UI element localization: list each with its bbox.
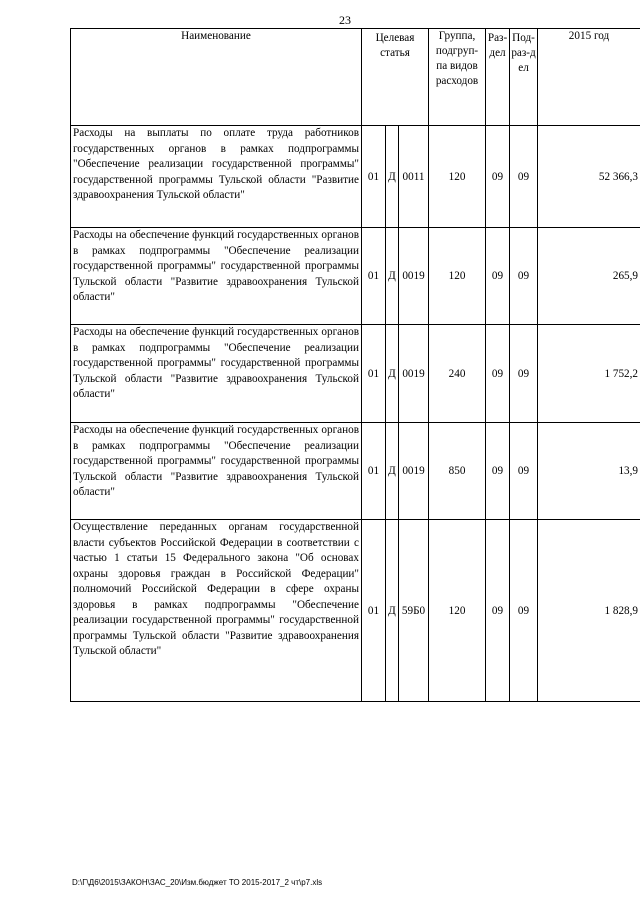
row-section: 09 [486,126,510,228]
row-target-direction: 0019 [399,423,429,520]
row-expense-group: 850 [429,423,486,520]
header-target-article: Целевая статья [362,29,429,126]
row-expense-group: 120 [429,520,486,702]
row-section: 09 [486,520,510,702]
row-amount: 1 828,9 [538,520,640,702]
row-subsection: 09 [510,423,538,520]
row-expense-group: 120 [429,126,486,228]
row-expense-group: 120 [429,228,486,325]
row-target-program: 01 [362,520,386,702]
row-section: 09 [486,325,510,423]
header-section: Раз-дел [486,29,510,126]
row-name: Расходы на обеспечение функций государственных органов в рамках подпрограммы "Обеспечение реализации государственной программы" государственной программы Тульской области "Развитие здравоохранения Тульской области" [71,423,362,520]
row-target-program: 01 [362,325,386,423]
table-row [71,325,640,423]
row-expense-group: 240 [429,325,486,423]
header-name: Наименование [71,29,362,126]
table-row [71,228,640,325]
row-name: Осуществление переданных органам государственной власти субъектов Российской Федерации в соответствии с частью 1 статьи 15 Федерального закона "Об основах охраны здоровья граждан в Российской Федерации" полномочий Российской Федерации в сфере охраны здоровья в рамках подпрограммы "Обеспечение реализации государственной программы" государственной программы Тульской области "Развитие здравоохранения Тульской области" [71,520,362,702]
row-subsection: 09 [510,520,538,702]
row-target-subprogram: Д [386,228,399,325]
table-row [71,423,640,520]
row-target-subprogram: Д [386,325,399,423]
row-subsection: 09 [510,325,538,423]
row-amount: 13,9 [538,423,640,520]
row-target-subprogram: Д [386,520,399,702]
row-section: 09 [486,423,510,520]
row-target-subprogram: Д [386,423,399,520]
table-row [71,126,640,228]
header-year: 2015 год [538,29,640,126]
row-target-direction: 0019 [399,228,429,325]
row-amount: 52 366,3 [538,126,640,228]
row-subsection: 09 [510,228,538,325]
row-name: Расходы на обеспечение функций государственных органов в рамках подпрограммы "Обеспечение реализации государственной программы" государственной программы Тульской области "Развитие здравоохранения Тульской области" [71,325,362,423]
header-expense-group: Группа, подгруп-па видов расходов [429,29,486,126]
page-number: 23 [339,13,351,27]
row-target-direction: 0011 [399,126,429,228]
row-target-program: 01 [362,228,386,325]
header-subsection: Под-раз-дел [510,29,538,126]
row-subsection: 09 [510,126,538,228]
row-amount: 265,9 [538,228,640,325]
row-name: Расходы на выплаты по оплате труда работников государственных органов в рамках подпрограммы "Обеспечение реализации государственной программы" государственной программы Тульской области "Развитие здравоохранения Тульской области" [71,126,362,228]
row-section: 09 [486,228,510,325]
row-target-subprogram: Д [386,126,399,228]
table-header-row [71,29,640,126]
row-amount: 1 752,2 [538,325,640,423]
row-target-direction: 59Б0 [399,520,429,702]
row-target-direction: 0019 [399,325,429,423]
budget-table [70,28,640,702]
table-row [71,520,640,702]
file-path-footer: D:\Г\Д6\2015\ЗАКОН\ЗАС_20\Изм.бюджет ТО 2015-2017_2 чт\р7.xls [72,878,323,887]
row-target-program: 01 [362,126,386,228]
row-name: Расходы на обеспечение функций государственных органов в рамках подпрограммы "Обеспечение реализации государственной программы" государственной программы Тульской области "Развитие здравоохранения Тульской области" [71,228,362,325]
row-target-program: 01 [362,423,386,520]
